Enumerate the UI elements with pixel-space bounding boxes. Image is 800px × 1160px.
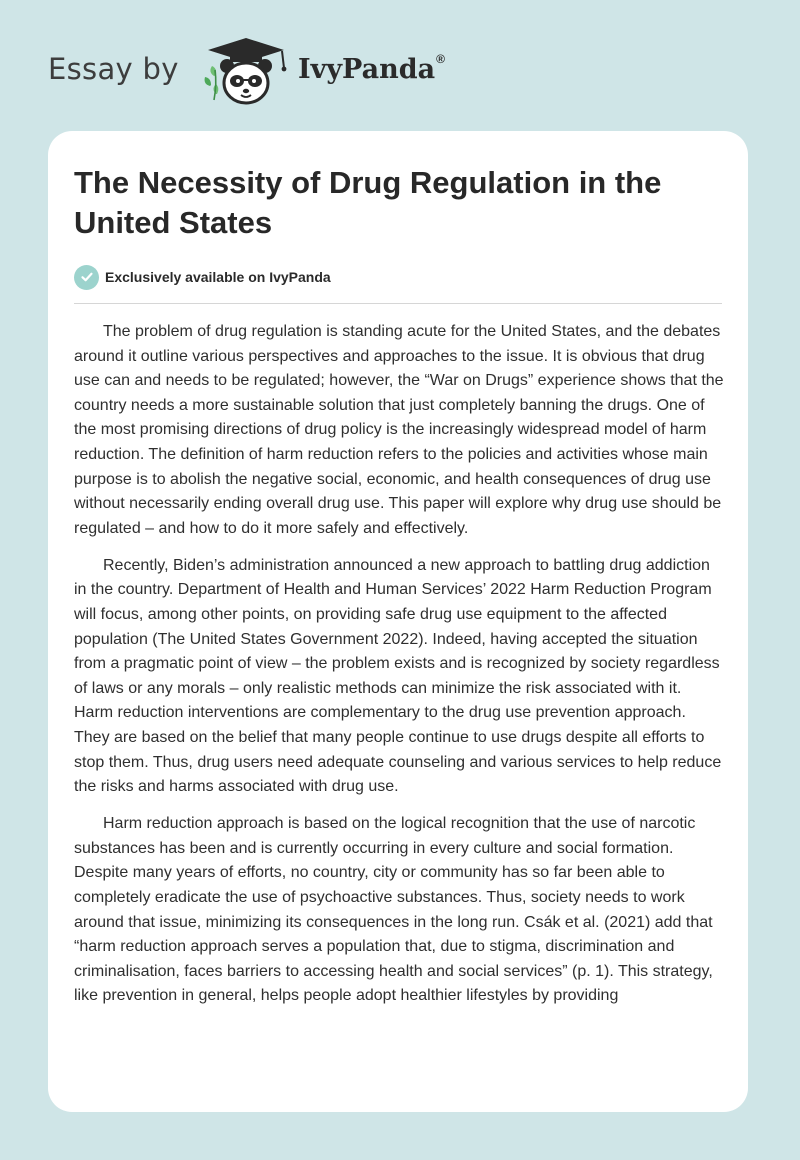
exclusive-badge-label: Exclusively available on IvyPanda [105, 269, 331, 285]
brand-name: IvyPanda [298, 54, 436, 85]
site-header [0, 0, 800, 130]
essay-card [48, 131, 748, 1112]
exclusive-badge [74, 264, 331, 290]
paragraph: The problem of drug regulation is standing acute for the United States, and the debates around it outline various perspectives and approaches to the issue. It is obvious that drug use can and needs to be regulated; however, the “War on Drugs” experience shows that the country needs a more sustainable solution that just completely banning the drugs. One of the most promising directions of drug policy is the increasingly widespread model of harm reduction. The definition of harm reduction refers to the policies and activities whose main purpose is to abolish the negative social, economic, and health consequences of drug use without necessarily ending overall drug use. This paper will explore why drug use should be regulated – and how to do it more safely and effectively. [74, 323, 724, 537]
essay-title: The Necessity of Drug Regulation in the United States [74, 165, 662, 240]
essay-by-label: Essay by [48, 52, 179, 86]
divider [74, 303, 722, 304]
paragraph: Harm reduction approach is based on the logical recognition that the use of narcotic substances has been and is currently occurring in every culture and social formation. Despite many years of efforts, no country, city or community has so far been able to completely eradicate the use of psychoactive substances. Thus, society needs to work around that issue, minimizing its consequences in the long run. Csák et al. (2021) add that “harm reduction approach serves a population that, due to stigma, discrimination and criminalisation, faces barriers to accessing health and social services” (p. 1). This strategy, like prevention in general, helps people adopt healthier lifestyles by providing [74, 815, 713, 1005]
check-icon [74, 265, 99, 290]
panda-graduate-icon[interactable] [200, 36, 292, 110]
paragraph: Recently, Biden’s administration announced a new approach to battling drug addiction in the country. Department of Health and Human Services’ 2022 Harm Reduction Program will focus, among other points, on providing safe drug use equipment to the affected population (The United States Government 2022). Indeed, having accepted the situation from a pragmatic point of view – the problem exists and is recognized by society regardless of laws or any morals – only realistic methods can minimize the risk associated with it. Harm reduction interventions are complementary to the drug use prevention approach. They are based on the belief that many people continue to use drugs despite all efforts to stop them. Thus, drug users need adequate counseling and various services to help reduce the risks and harms associated with drug use. [74, 556, 722, 796]
brand-logo[interactable] [298, 54, 444, 85]
essay-body [74, 320, 724, 1022]
registered-mark: ® [436, 52, 445, 66]
